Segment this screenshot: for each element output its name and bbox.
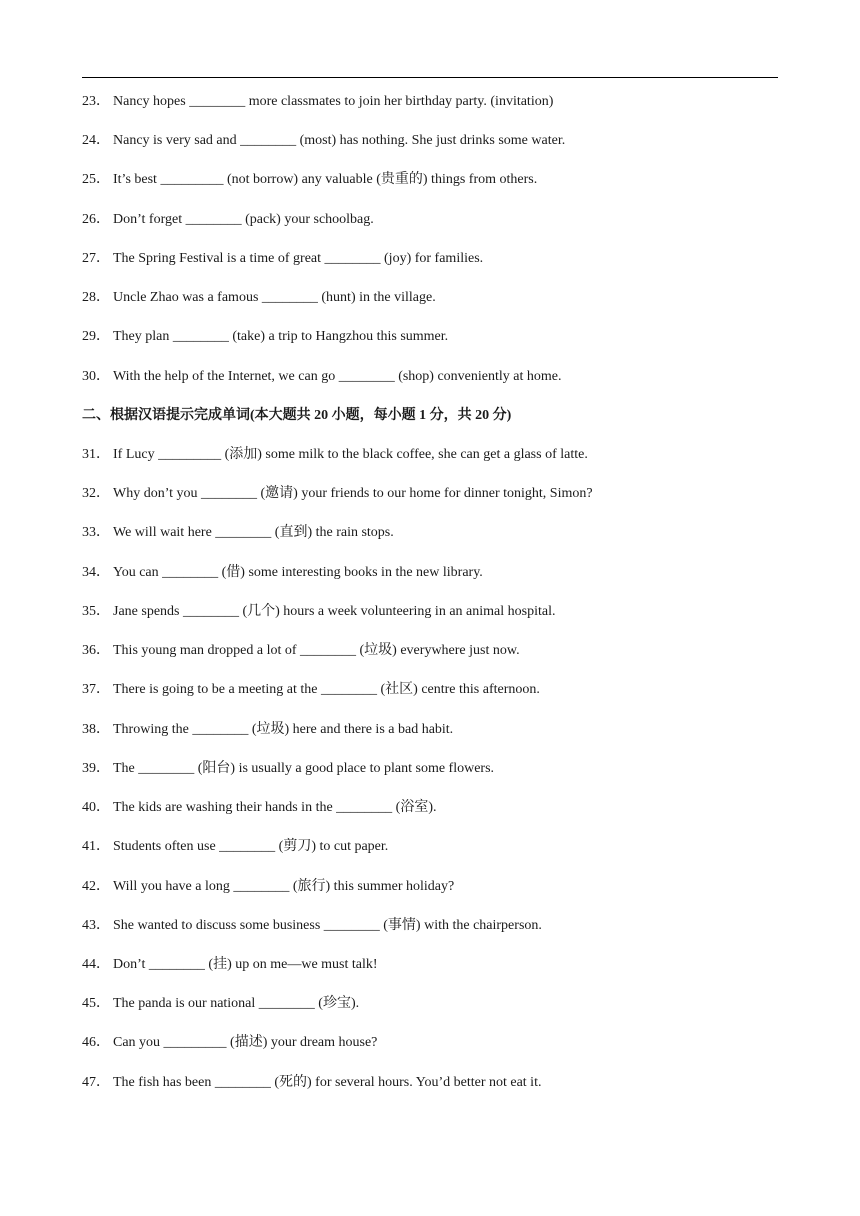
question-text: Throwing the ________ (垃圾) here and there is a bad habit.	[113, 722, 454, 737]
question-number: 40．	[82, 800, 110, 815]
question-number: 42．	[82, 879, 110, 894]
question-text: The kids are washing their hands in the ________ (浴室).	[113, 800, 437, 815]
question-number: 32．	[82, 486, 110, 501]
question-text: Why don’t you ________ (邀请) your friends to our home for dinner tonight, Simon?	[113, 486, 593, 501]
question-number: 34．	[82, 565, 110, 580]
question-item	[82, 835, 388, 859]
question-text: Nancy is very sad and ________ (most) has nothing. She just drinks some water.	[113, 133, 566, 148]
question-number: 38．	[82, 722, 110, 737]
question-item	[82, 286, 436, 310]
question-number: 45．	[82, 996, 110, 1011]
question-item	[82, 482, 593, 506]
question-number: 23．	[82, 94, 110, 109]
question-text: Don’t forget ________ (pack) your schoolbag.	[113, 212, 374, 227]
question-item	[82, 365, 561, 389]
question-item	[82, 914, 542, 938]
question-item	[82, 757, 494, 781]
question-text: Nancy hopes ________ more classmates to join her birthday party. (invitation)	[113, 94, 554, 109]
question-number: 29．	[82, 329, 110, 344]
question-number: 39．	[82, 761, 110, 776]
question-text: They plan ________ (take) a trip to Hangzhou this summer.	[113, 329, 449, 344]
question-item	[82, 325, 448, 349]
question-number: 24．	[82, 133, 110, 148]
question-number: 31．	[82, 447, 110, 462]
section-heading: 二、根据汉语提示完成单词(本大题共 20 小题，每小题 1 分，共 20 分)	[82, 408, 512, 423]
question-number: 30．	[82, 369, 110, 384]
question-text: Will you have a long ________ (旅行) this summer holiday?	[113, 879, 455, 894]
question-item	[82, 718, 453, 742]
question-number: 27．	[82, 251, 110, 266]
question-number: 36．	[82, 643, 110, 658]
question-item	[82, 247, 483, 271]
question-item	[82, 443, 588, 467]
question-item	[82, 639, 520, 663]
question-item	[82, 953, 378, 977]
question-text: This young man dropped a lot of ________ (垃圾) everywhere just now.	[113, 643, 520, 658]
question-item	[82, 521, 394, 545]
question-text: Don’t ________ (挂) up on me—we must talk!	[113, 957, 378, 972]
question-text: If Lucy _________ (添加) some milk to the black coffee, she can get a glass of latte.	[113, 447, 588, 462]
question-item	[82, 1031, 377, 1055]
question-number: 35．	[82, 604, 110, 619]
question-text: Jane spends ________ (几个) hours a week volunteering in an animal hospital.	[113, 604, 556, 619]
question-number: 46．	[82, 1035, 110, 1050]
question-item	[82, 208, 374, 232]
header-rule	[82, 77, 778, 78]
question-text: Students often use ________ (剪刀) to cut paper.	[113, 839, 389, 854]
question-item	[82, 875, 454, 899]
question-text: With the help of the Internet, we can go ________ (shop) conveniently at home.	[113, 369, 562, 384]
question-text: You can ________ (借) some interesting books in the new library.	[113, 565, 483, 580]
question-item	[82, 1071, 541, 1095]
question-number: 33．	[82, 525, 110, 540]
question-number: 43．	[82, 918, 110, 933]
question-text: The panda is our national ________ (珍宝).	[113, 996, 360, 1011]
question-item	[82, 600, 555, 624]
question-item	[82, 168, 537, 192]
question-number: 41．	[82, 839, 110, 854]
question-item	[82, 561, 483, 585]
question-number: 47．	[82, 1075, 110, 1090]
question-text: There is going to be a meeting at the ________ (社区) centre this afternoon.	[113, 682, 540, 697]
question-text: The fish has been ________ (死的) for several hours. You’d better not eat it.	[113, 1075, 542, 1090]
question-number: 26．	[82, 212, 110, 227]
question-item	[82, 129, 565, 153]
question-number: 37．	[82, 682, 110, 697]
question-item	[82, 678, 540, 702]
question-text: She wanted to discuss some business ________ (事情) with the chairperson.	[113, 918, 542, 933]
question-text: We will wait here ________ (直到) the rain stops.	[113, 525, 394, 540]
question-text: It’s best _________ (not borrow) any valuable (贵重的) things from others.	[113, 172, 538, 187]
question-item	[82, 796, 437, 820]
question-text: Can you _________ (描述) your dream house?	[113, 1035, 378, 1050]
question-number: 28．	[82, 290, 110, 305]
question-number: 44．	[82, 957, 110, 972]
question-item	[82, 992, 359, 1016]
question-text: The ________ (阳台) is usually a good place to plant some flowers.	[113, 761, 495, 776]
question-item	[82, 90, 553, 114]
question-number: 25．	[82, 172, 110, 187]
question-text: The Spring Festival is a time of great ________ (joy) for families.	[113, 251, 484, 266]
question-text: Uncle Zhao was a famous ________ (hunt) in the village.	[113, 290, 436, 305]
